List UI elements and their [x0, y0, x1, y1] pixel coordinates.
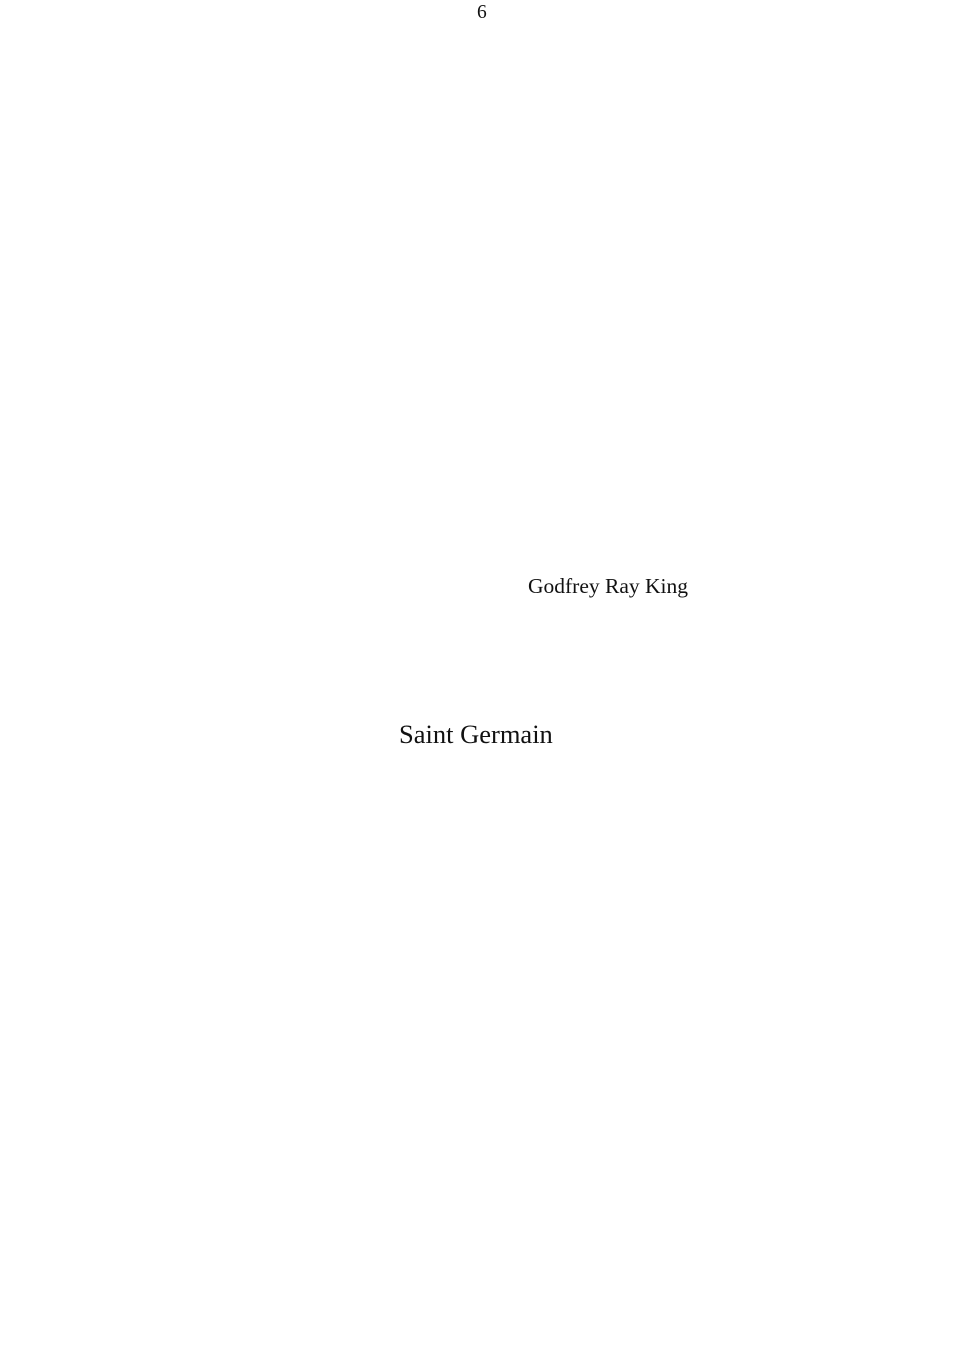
page-number: 6 [477, 2, 487, 23]
author-signature: Godfrey Ray King [528, 574, 689, 598]
section-heading: Saint Germain [399, 719, 553, 749]
